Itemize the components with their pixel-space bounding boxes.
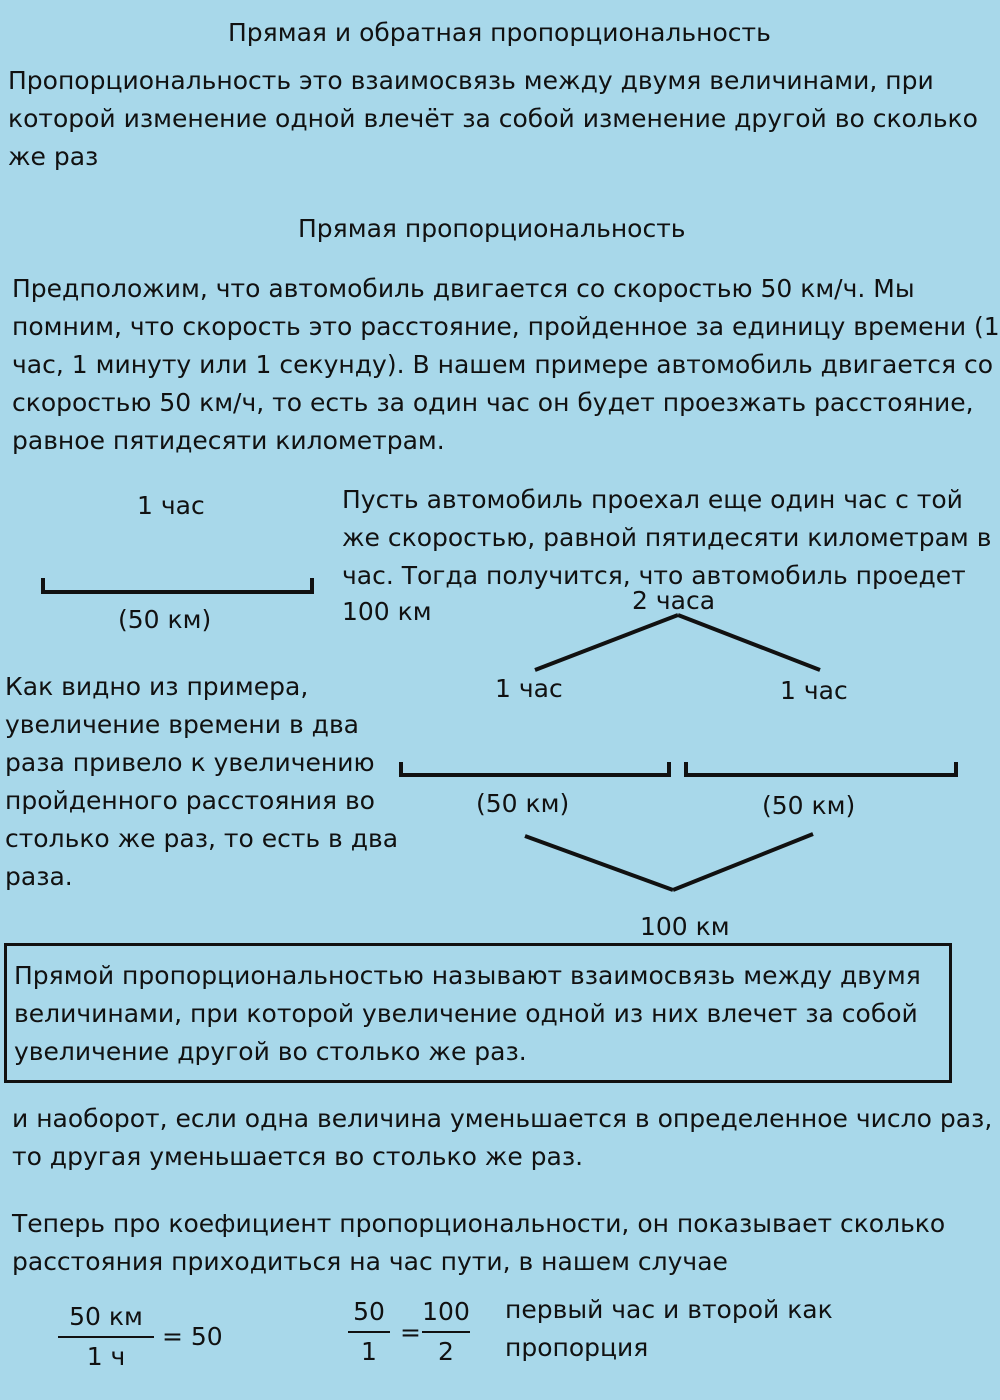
diagram1-distance-label: (50 км) [118, 605, 212, 634]
conclusion-line: увеличение времени в два [5, 710, 359, 739]
diagram2-left-time: 1 час [495, 674, 563, 703]
diagram2-right-tick-b [954, 762, 958, 777]
example-line: Предположим, что автомобиль двигается со скоростью 50 км/ч. Мы [12, 274, 915, 303]
reverse-line: и наоборот, если одна величина уменьшается в определенное число раз, [12, 1104, 993, 1133]
intro-line: которой изменение одной влечёт за собой изменение другой во сколько [8, 104, 978, 133]
proportion-note-line: пропорция [505, 1333, 649, 1362]
second-hour-line: 100 км [342, 597, 432, 626]
diagram2-left-distance: (50 км) [476, 789, 570, 818]
conclusion-line: раза привело к увеличению [5, 748, 375, 777]
formula2-left-numerator: 50 [353, 1297, 385, 1326]
coef-line: Теперь про коефициент пропорциональности, он показывает сколько [12, 1209, 946, 1238]
fraction-bar [422, 1331, 470, 1333]
formula2-right-numerator: 100 [422, 1297, 470, 1326]
conclusion-line: раза. [5, 862, 73, 891]
example-line: помним, что скорость это расстояние, пройденное за единицу времени (1 [12, 312, 1000, 341]
conclusion-line: столько же раз, то есть в два [5, 824, 399, 853]
section-heading: Прямая пропорциональность [298, 214, 686, 243]
definition-line: величинами, при которой увеличение одной из них влечет за собой [14, 999, 918, 1028]
diagram2-total-distance: 100 км [640, 912, 730, 941]
top-right-branch [678, 615, 820, 670]
conclusion-line: Как видно из примера, [5, 672, 309, 701]
formula1-denominator: 1 ч [86, 1342, 126, 1371]
diagram2-left-tick-b [667, 762, 671, 777]
diagram2-left-tick-a [399, 762, 403, 777]
definition-line: увеличение другой во столько же раз. [14, 1037, 527, 1066]
diagram1-time-label: 1 час [137, 491, 205, 520]
formula1-numerator: 50 км [69, 1302, 143, 1331]
example-line: скоростью 50 км/ч, то есть за один час он будет проезжать расстояние, [12, 388, 974, 417]
bottom-left-branch [525, 836, 673, 890]
formula1-fraction [58, 1300, 154, 1374]
second-hour-line: Пусть автомобиль проехал еще один час с той [342, 485, 963, 514]
formula2-right-denominator: 2 [438, 1337, 454, 1366]
example-line: равное пятидесяти километрам. [12, 426, 445, 455]
diagram2-right-segment [684, 773, 958, 777]
formula2-left-fraction [348, 1295, 390, 1369]
diagram2-right-distance: (50 км) [762, 791, 856, 820]
conclusion-line: пройденного расстояния во [5, 786, 375, 815]
fraction-bar [58, 1336, 154, 1338]
formula2-equals: = [400, 1318, 421, 1347]
top-left-branch [535, 615, 678, 670]
proportion-note-line: первый час и второй как [505, 1295, 833, 1324]
intro-line: Пропорциональность это взаимосвязь между двумя величинами, при [8, 66, 934, 95]
bottom-right-branch [673, 834, 813, 890]
coef-line: расстояния приходиться на час пути, в нашем случае [12, 1247, 728, 1276]
definition-box [4, 943, 952, 1083]
page-title: Прямая и обратная пропорциональность [228, 18, 771, 47]
example-line: час, 1 минуту или 1 секунду). В нашем примере автомобиль двигается со [12, 350, 994, 379]
intro-line: же раз [8, 142, 99, 171]
reverse-line: то другая уменьшается во столько же раз. [12, 1142, 584, 1171]
formula1-result: = 50 [162, 1322, 223, 1351]
diagram2-right-time: 1 час [780, 676, 848, 705]
formula2-right-fraction [422, 1295, 470, 1369]
formula2-left-denominator: 1 [361, 1337, 377, 1366]
second-hour-line: час. Тогда получится, что автомобиль проедет [342, 561, 966, 590]
diagram2-total-time: 2 часа [632, 586, 716, 615]
diagram2-left-segment [399, 773, 671, 777]
second-hour-line: же скоростью, равной пятидесяти километрам в [342, 523, 992, 552]
diagram2-right-tick-a [684, 762, 688, 777]
fraction-bar [348, 1331, 390, 1333]
definition-line: Прямой пропорциональностью называют взаимосвязь между двумя [14, 961, 921, 990]
